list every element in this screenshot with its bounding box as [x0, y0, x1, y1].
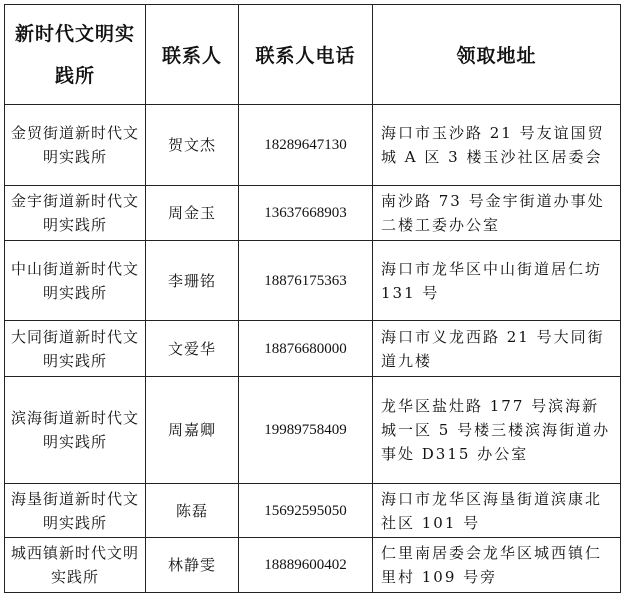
table-row: [5, 377, 621, 484]
pickup-address-cell: 海口市龙华区海垦街道滨康北社区 101 号: [373, 484, 621, 538]
site-name-cell: 金贸街道新时代文明实践所: [5, 105, 146, 186]
table-row: [5, 321, 621, 377]
contact-phone-cell: 15692595050: [239, 484, 373, 538]
contact-phone-cell: 13637668903: [239, 186, 373, 241]
contact-person-cell: 周金玉: [146, 186, 239, 241]
contact-phone-cell: 18289647130: [239, 105, 373, 186]
header-contact-person: 联系人: [146, 5, 239, 105]
table-row: [5, 241, 621, 321]
pickup-address-cell: 南沙路 73 号金宇街道办事处二楼工委办公室: [373, 186, 621, 241]
table-row: [5, 105, 621, 186]
site-name-cell: 城西镇新时代文明实践所: [5, 538, 146, 593]
contact-phone-cell: 18876175363: [239, 241, 373, 321]
pickup-address-cell: 龙华区盐灶路 177 号滨海新城一区 5 号楼三楼滨海街道办事处 D315 办公室: [373, 377, 621, 484]
site-name-cell: 金宇街道新时代文明实践所: [5, 186, 146, 241]
site-name-cell: 滨海街道新时代文明实践所: [5, 377, 146, 484]
contact-person-cell: 贺文杰: [146, 105, 239, 186]
contact-phone-cell: 18889600402: [239, 538, 373, 593]
contact-person-cell: 陈磊: [146, 484, 239, 538]
site-name-cell: 海垦街道新时代文明实践所: [5, 484, 146, 538]
header-practice-site: 新时代文明实践所: [5, 5, 146, 105]
table-row: [5, 538, 621, 593]
contact-person-cell: 林静雯: [146, 538, 239, 593]
contact-phone-cell: 18876680000: [239, 321, 373, 377]
contact-person-cell: 周嘉卿: [146, 377, 239, 484]
header-contact-phone: 联系人电话: [239, 5, 373, 105]
site-name-cell: 大同街道新时代文明实践所: [5, 321, 146, 377]
pickup-address-cell: 仁里南居委会龙华区城西镇仁里村 109 号旁: [373, 538, 621, 593]
contact-person-cell: 李珊铭: [146, 241, 239, 321]
practice-site-contact-table: [4, 4, 621, 593]
contact-person-cell: 文爱华: [146, 321, 239, 377]
site-name-cell: 中山街道新时代文明实践所: [5, 241, 146, 321]
contact-phone-cell: 19989758409: [239, 377, 373, 484]
table-header-row: [5, 5, 621, 105]
table-row: [5, 186, 621, 241]
table-row: [5, 484, 621, 538]
pickup-address-cell: 海口市义龙西路 21 号大同街道九楼: [373, 321, 621, 377]
header-pickup-address: 领取地址: [373, 5, 621, 105]
pickup-address-cell: 海口市玉沙路 21 号友谊国贸城 A 区 3 楼玉沙社区居委会: [373, 105, 621, 186]
pickup-address-cell: 海口市龙华区中山街道居仁坊 131 号: [373, 241, 621, 321]
